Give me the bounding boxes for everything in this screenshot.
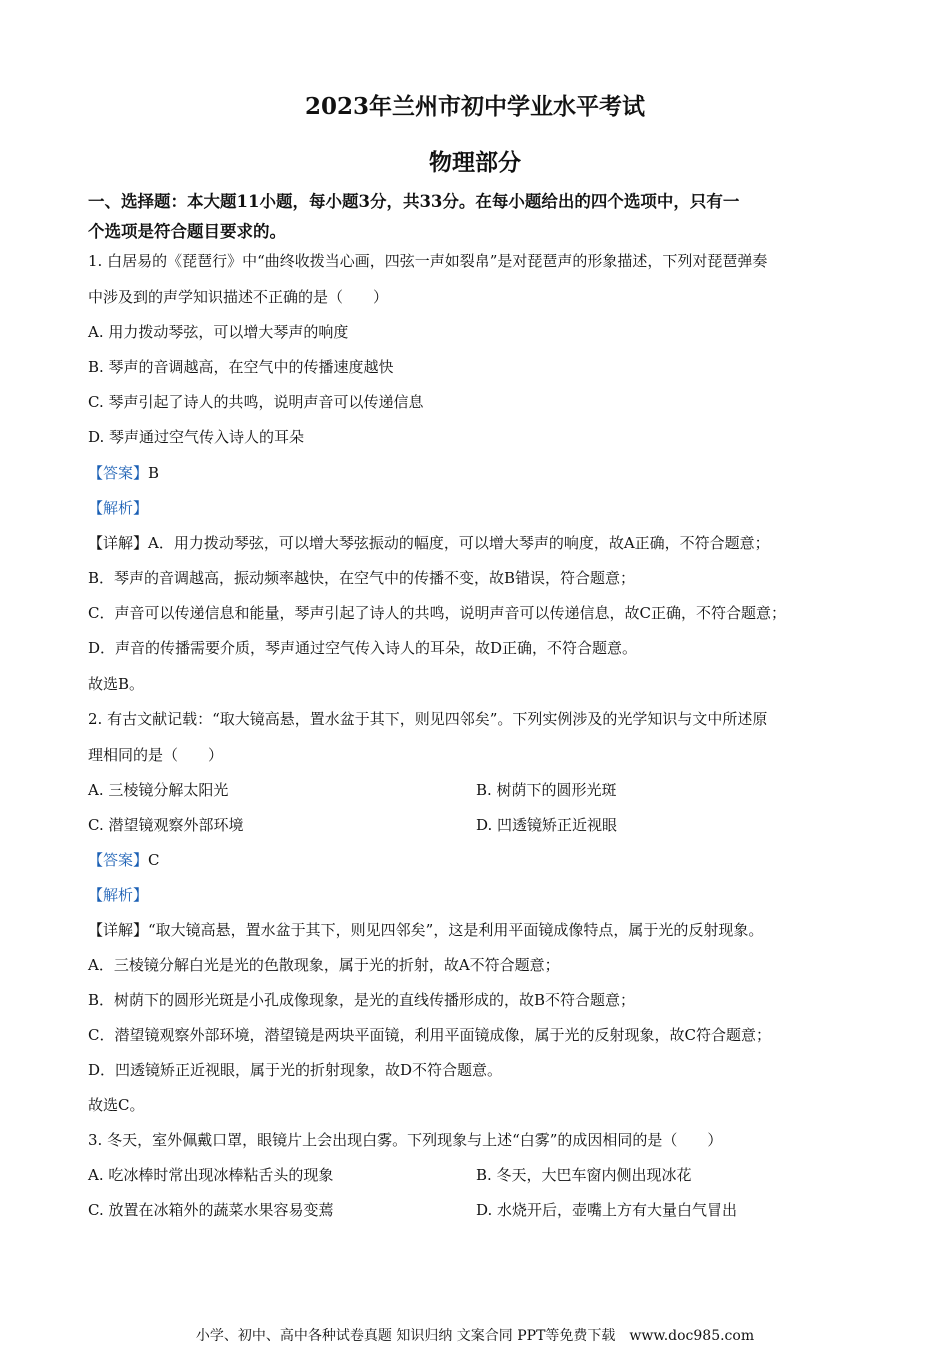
q3-option-b: B. 冬天，大巴车窗内侧出现冰花 [476, 1166, 692, 1184]
q2-detail-line0 [88, 920, 763, 940]
q1-option-b: B. 琴声的音调越高，在空气中的传播速度越快 [88, 358, 394, 376]
section-heading-line2: 个选项是符合题目要求的。 [88, 222, 286, 241]
q1-detail-c: C．声音可以传递信息和能量，琴声引起了诗人的共鸣，说明声音可以传递信息，故C正确，不符合题意； [88, 604, 786, 622]
q2-stem-line1: 2. 有古文献记载：“取大镜高悬，置水盆于其下，则见四邻矣”。下列实例涉及的光学知识与文中所述原 [88, 710, 768, 728]
q2-answer-value: C [148, 851, 160, 869]
q2-stem-line2: 理相同的是（ ） [88, 746, 224, 764]
q1-answer [88, 463, 159, 483]
q1-detail-a: A．用力拨动琴弦，可以增大琴弦振动的幅度，可以增大琴声的响度，故A正确，不符合题意； [148, 534, 770, 552]
q1-detail-line1 [88, 533, 770, 553]
q2-detail-c: C．潜望镜观察外部环境，潜望镜是两块平面镜，利用平面镜成像，属于光的反射现象，故C符合题意； [88, 1026, 771, 1044]
q3-option-c: C. 放置在冰箱外的蔬菜水果容易变蔫 [88, 1201, 334, 1219]
q2-option-c: C. 潜望镜观察外部环境 [88, 816, 244, 834]
answer-tag: 【答案】 [88, 851, 149, 869]
q2-detail-b: B．树荫下的圆形光斑是小孔成像现象，是光的直线传播形成的，故B不符合题意； [88, 991, 636, 1009]
q2-conclusion: 故选C。 [88, 1096, 145, 1114]
q1-stem-line1: 1. 白居易的《琵琶行》中“曲终收拨当心画，四弦一声如裂帛”是对琵琶声的形象描述，下列对琵琶弹奏 [88, 252, 768, 270]
q2-option-b: B. 树荫下的圆形光斑 [476, 781, 617, 799]
exam-subtitle: 物理部分 [429, 149, 521, 176]
page-footer: 小学、初中、高中各种试卷真题 知识归纳 文案合同 PPT等免费下载 www.doc985.com [195, 1328, 755, 1344]
q1-option-a: A. 用力拨动琴弦，可以增大琴声的响度 [88, 323, 349, 341]
answer-tag: 【答案】 [88, 464, 149, 482]
q3-option-d: D. 水烧开后，壶嘴上方有大量白气冒出 [476, 1201, 738, 1219]
q1-analysis-tag: 【解析】 [88, 499, 149, 517]
q1-stem-line2: 中涉及到的声学知识描述不正确的是（ ） [88, 288, 389, 306]
exam-title: 2023年兰州市初中学业水平考试 [304, 93, 645, 120]
q3-stem: 3. 冬天，室外佩戴口罩，眼镜片上会出现白雾。下列现象与上述“白雾”的成因相同的是（ ） [88, 1131, 723, 1149]
detail-tag: 【详解】 [88, 921, 149, 939]
q1-detail-b: B．琴声的音调越高，振动频率越快，在空气中的传播不变，故B错误，符合题意； [88, 569, 636, 587]
q2-option-d: D. 凹透镜矫正近视眼 [476, 816, 618, 834]
q2-detail-a: A．三棱镜分解白光是光的色散现象，属于光的折射，故A不符合题意； [88, 956, 560, 974]
q1-answer-value: B [148, 464, 160, 482]
q1-conclusion: 故选B。 [88, 675, 145, 693]
q2-detail-intro: “取大镜高悬，置水盆于其下，则见四邻矣”，这是利用平面镜成像特点，属于光的反射现象。 [148, 921, 764, 939]
q2-answer [88, 850, 160, 870]
q1-option-d: D. 琴声通过空气传入诗人的耳朵 [88, 428, 305, 446]
q1-option-c: C. 琴声引起了诗人的共鸣，说明声音可以传递信息 [88, 393, 424, 411]
q2-analysis-tag: 【解析】 [88, 886, 149, 904]
detail-tag: 【详解】 [88, 534, 149, 552]
q3-option-a: A. 吃冰棒时常出现冰棒粘舌头的现象 [88, 1166, 334, 1184]
q2-detail-d: D．凹透镜矫正近视眼，属于光的折射现象，故D不符合题意。 [88, 1061, 503, 1079]
q2-option-a: A. 三棱镜分解太阳光 [88, 781, 229, 799]
q1-detail-d: D．声音的传播需要介质，琴声通过空气传入诗人的耳朵，故D正确，不符合题意。 [88, 639, 638, 657]
section-heading-line1: 一、选择题：本大题11小题，每小题3分，共33分。在每小题给出的四个选项中，只有一 [88, 192, 740, 211]
